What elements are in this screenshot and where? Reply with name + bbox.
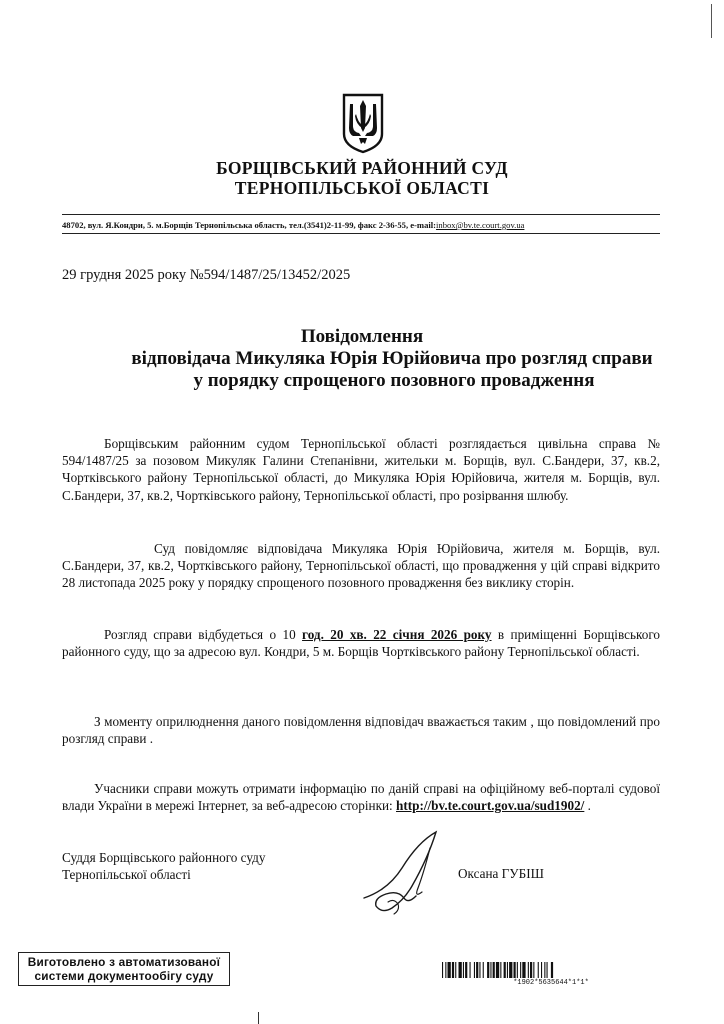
court-address bbox=[62, 220, 662, 231]
barcode-bar bbox=[530, 962, 532, 978]
barcode-bar bbox=[459, 962, 462, 978]
barcode-bar bbox=[474, 962, 475, 978]
barcode-bar bbox=[547, 962, 548, 978]
barcode-bar bbox=[496, 962, 499, 978]
handwritten-signature bbox=[358, 828, 458, 923]
paragraph-notified: З моменту оприлюднення даного повідомлення відповідач вважається таким , що повідомлений про розгляд справи . bbox=[62, 714, 660, 747]
barcode-bar bbox=[452, 962, 454, 978]
barcode-bar bbox=[520, 962, 521, 978]
barcode-bar bbox=[522, 962, 525, 978]
barcode-bar bbox=[544, 962, 545, 978]
court-address-text: 48702, вул. Я.Кондри, 5. м.Борщів Тернопільська область, тел.(3541)2-11-99, факс 2-36-55, e-mail: bbox=[62, 220, 437, 230]
barcode-bar bbox=[465, 962, 467, 978]
court-name-line1: БОРЩІВСЬКИЙ РАЙОННИЙ СУД bbox=[216, 158, 508, 178]
barcode-bar bbox=[463, 962, 464, 978]
notice-subtitle-line1: відповідача Микуляка Юрія Юрійовича про розгляд справи bbox=[131, 348, 653, 369]
barcode-bar bbox=[448, 962, 451, 978]
barcode-bar bbox=[483, 962, 484, 978]
coat-of-arms-icon bbox=[341, 92, 385, 154]
participants-text: Учасники справи можуть отримати інформацію по даній справі на офіційному веб-порталі судової влади України в мережі Інтернет, за веб-адресою сторінки: bbox=[62, 781, 660, 814]
paragraph-case-info: Борщівським районним судом Тернопільської області розглядається цивільна справа № 594/1487/25 за позовом Микуляк Галини Степанівни, жительки м. Борщів, вул. С.Бандери, 37, кв.2, Чортківського району Тернопільської області, до Микуляка Юрія Юрійовича, жителя м. Борщів, вул. С.Бандери, 37, кв.2, Чортківського району, Тернопільської області, про розірвання шлюбу. bbox=[62, 436, 660, 503]
barcode-bar bbox=[470, 962, 471, 978]
header-divider-bottom bbox=[62, 233, 660, 234]
judge-name: Оксана ГУБІШ bbox=[458, 866, 544, 881]
barcode-bar bbox=[487, 962, 489, 978]
court-name-line2: ТЕРНОПІЛЬСЬКОЇ ОБЛАСТІ bbox=[234, 178, 490, 198]
judge-position-line2: Тернопільської області bbox=[62, 867, 191, 883]
court-website-link[interactable]: http://bv.te.court.gov.ua/sud1902/ bbox=[396, 798, 585, 814]
judge-position bbox=[62, 849, 265, 883]
scan-tick-mark bbox=[258, 1012, 259, 1024]
court-email-link[interactable]: inbox@bv.te.court.gov.ua bbox=[436, 220, 525, 230]
hearing-text-start: Розгляд справи відбудеться о 10 bbox=[104, 627, 303, 642]
notice-subtitle-line2: у порядку спрощеного позовного провадження bbox=[193, 370, 595, 391]
barcode-bar bbox=[479, 962, 480, 978]
barcode-bar bbox=[517, 962, 518, 978]
hearing-datetime: год. 20 хв. 22 січня 2026 року bbox=[302, 627, 492, 642]
barcode-bar bbox=[509, 962, 512, 978]
stamp-line1: Виготовлено з автоматизованої bbox=[27, 955, 221, 969]
barcode-bar bbox=[507, 962, 508, 978]
barcode-bar bbox=[528, 962, 529, 978]
barcode-bar bbox=[538, 962, 539, 978]
automated-system-stamp bbox=[18, 952, 230, 986]
barcode-bar bbox=[500, 962, 501, 978]
barcode-bar bbox=[445, 962, 446, 978]
barcode-bar bbox=[504, 962, 506, 978]
hearing-text-end: в приміщенні Борщівського районного суду, що за адресою вул. Кондри, 5 м. Борщів Чортківського району Тернопільської області. bbox=[62, 627, 660, 660]
judge-position-line1: Суддя Борщівського районного суду bbox=[62, 850, 266, 865]
document-date-number: 29 грудня 2025 року №594/1487/25/13452/2025 bbox=[62, 267, 351, 283]
barcode-bar bbox=[442, 962, 443, 978]
barcode-bar bbox=[551, 962, 553, 978]
barcode-bar bbox=[493, 962, 495, 978]
paragraph-notification: Суд повідомляє відповідача Микуляка Юрія Юрійовича, жителя м. Борщів, вул. С.Бандери, 37, кв.2, Чортківського району, Тернопільської області, що провадження у цій справі відкрито 28 листопада 2025 року у порядку спрощеного позовного провадження без виклику сторін. bbox=[62, 541, 660, 591]
document-barcode bbox=[442, 962, 660, 978]
barcode-bar bbox=[514, 962, 516, 978]
paragraph-hearing bbox=[62, 626, 660, 660]
participants-text-end: . bbox=[584, 798, 591, 814]
barcode-bar bbox=[455, 962, 456, 978]
header-divider-top bbox=[62, 214, 660, 215]
stamp-line2: системи документообігу суду bbox=[34, 969, 214, 983]
barcode-number: *1902*5635644*1*1* bbox=[513, 979, 589, 987]
barcode-bar bbox=[533, 962, 534, 978]
paragraph-participants-info bbox=[62, 780, 660, 814]
notice-title: Повідомлення bbox=[300, 326, 424, 347]
scan-edge-mark bbox=[711, 4, 712, 38]
barcode-bar bbox=[490, 962, 491, 978]
barcode-bar bbox=[476, 962, 478, 978]
barcode-bar bbox=[541, 962, 542, 978]
